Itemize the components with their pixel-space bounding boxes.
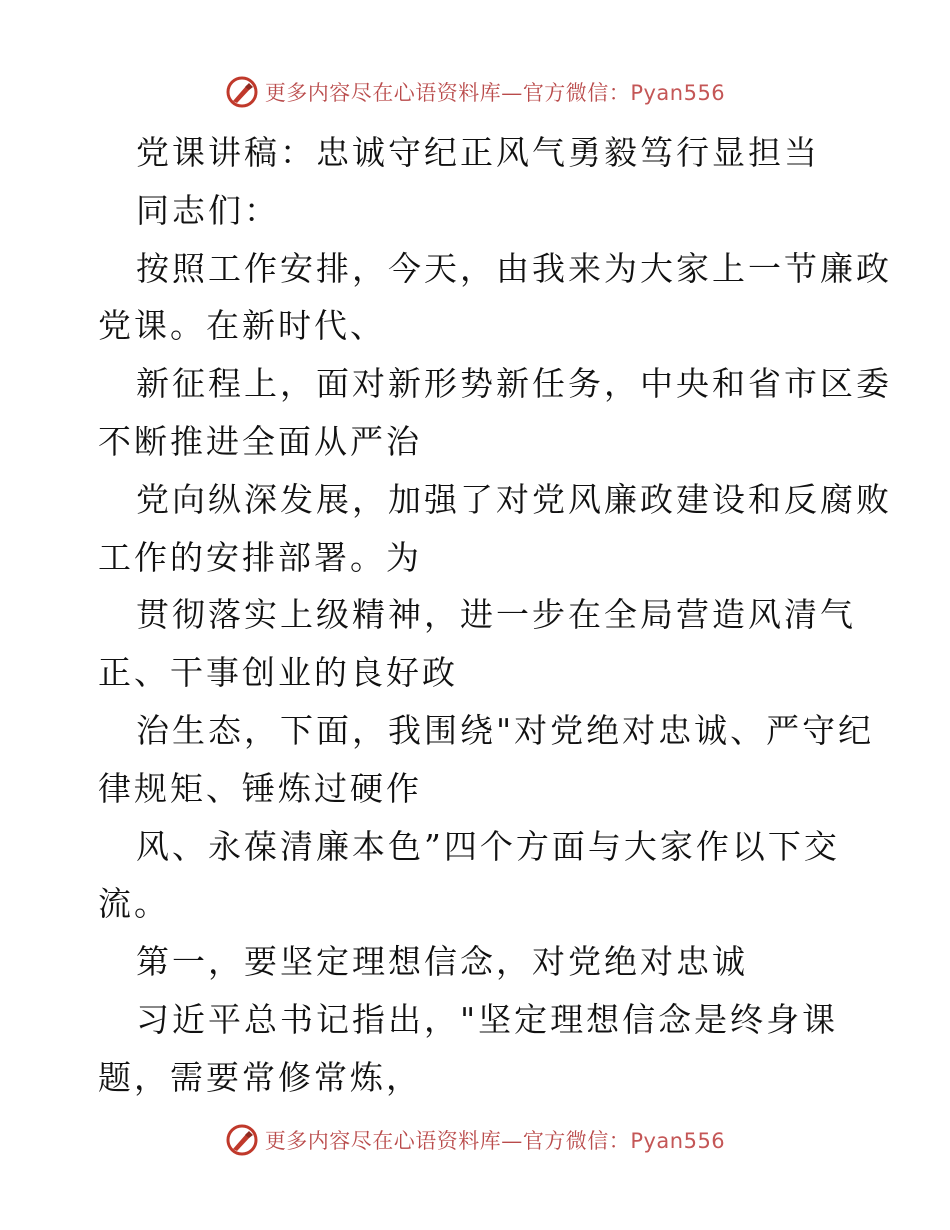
paragraph-line: 不断推进全面从严治 xyxy=(98,421,422,461)
paragraph-line: 党课。在新时代、 xyxy=(98,306,386,346)
section-heading: 第一，要坚定理想信念，对党绝对忠诚 xyxy=(136,942,748,982)
header-watermark xyxy=(0,72,950,112)
paragraph-line: 题，需要常修常炼， xyxy=(98,1057,422,1097)
document-title: 党课讲稿：忠诚守纪正风气勇毅笃行显担当 xyxy=(136,133,820,172)
pen-seal-icon xyxy=(225,1123,259,1157)
watermark-text: 更多内容尽在心语资料库—官方微信：Pyan556 xyxy=(264,1129,726,1153)
paragraph-line: 按照工作安排，今天，由我来为大家上一节廉政 xyxy=(136,248,892,288)
pen-seal-icon xyxy=(225,75,259,109)
paragraph-line: 新征程上，面对新形势新任务，中央和省市区委 xyxy=(136,364,892,404)
paragraph-line: 流。 xyxy=(98,884,170,924)
paragraph-line: 治生态，下面，我围绕"对党绝对忠诚、严守纪 xyxy=(136,710,875,750)
paragraph-line: 贯彻落实上级精神，进一步在全局营造风清气 xyxy=(136,595,856,635)
paragraph-line: 习近平总书记指出，"坚定理想信念是终身课 xyxy=(136,999,839,1039)
paragraph-line: 律规矩、锤炼过硬作 xyxy=(98,768,422,808)
paragraph-line: 党向纵深发展，加强了对党风廉政建设和反腐败 xyxy=(136,479,892,519)
watermark-text: 更多内容尽在心语资料库—官方微信：Pyan556 xyxy=(264,81,726,105)
paragraph-line: 风、永葆清廉本色”四个方面与大家作以下交 xyxy=(136,826,840,866)
footer-watermark xyxy=(0,1120,950,1160)
salutation: 同志们： xyxy=(136,190,280,230)
paragraph-line: 工作的安排部署。为 xyxy=(98,537,422,577)
paragraph-line: 正、干事创业的良好政 xyxy=(98,653,458,693)
document-body xyxy=(98,124,892,1107)
